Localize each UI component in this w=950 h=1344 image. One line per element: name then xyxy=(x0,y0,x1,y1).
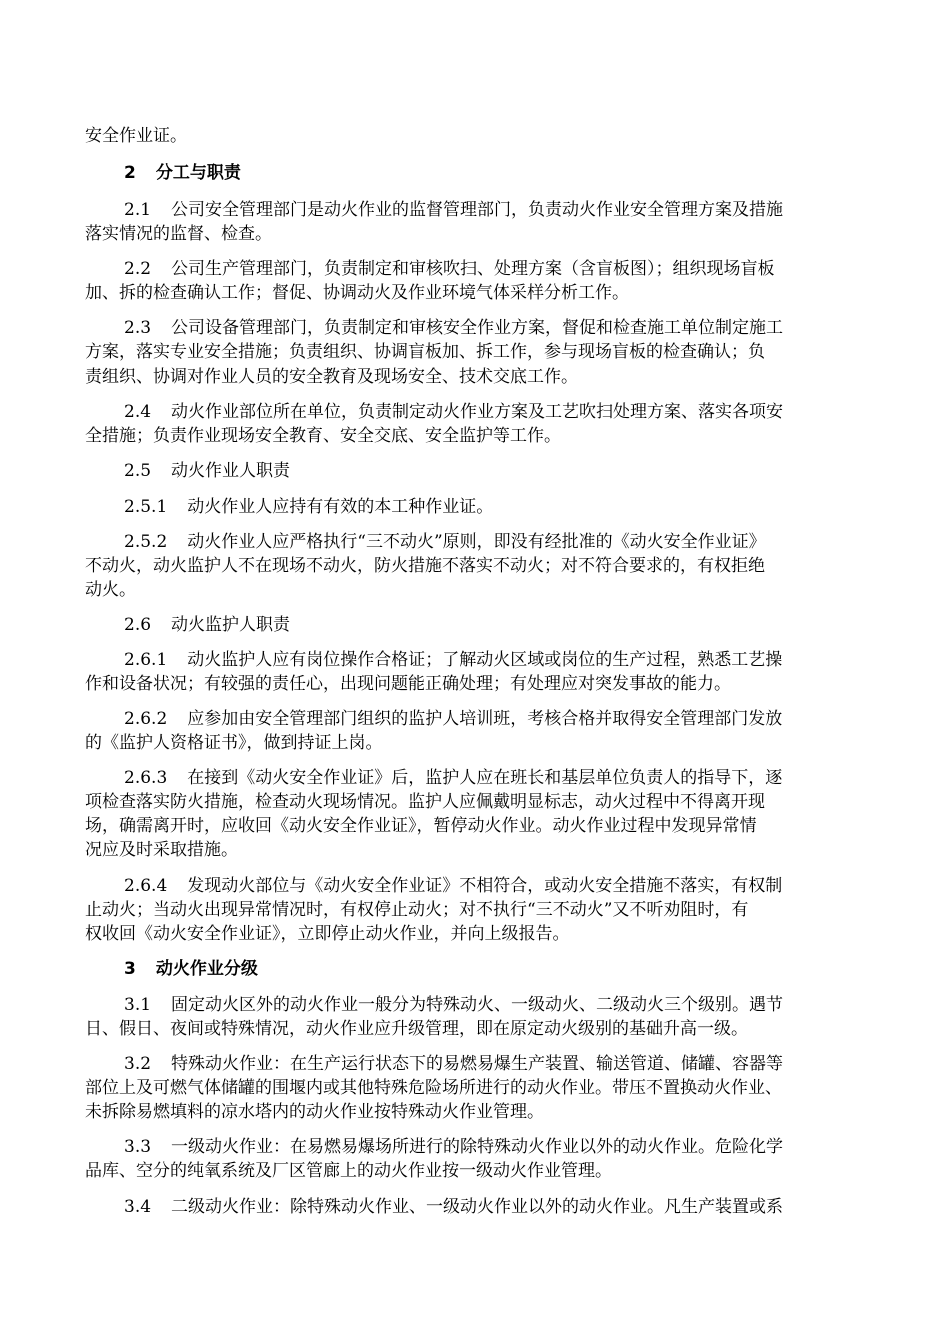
clause-text: 二级动火作业：除特殊动火作业、一级动火作业以外的动火作业。凡生产装置或系 xyxy=(171,1197,784,1217)
clause-2-2 xyxy=(124,258,775,280)
clause-2-3 xyxy=(124,317,783,339)
section-number: 2 xyxy=(124,163,136,183)
clause-2-5-2 xyxy=(124,531,766,553)
clause-3-1-line: 日、假日、夜间或特殊情况，动火作业应升级管理，即在原定动火级别的基础升高一级。 xyxy=(85,1019,748,1039)
clause-text: 动火监护人职责 xyxy=(171,615,291,635)
clause-text: 动火作业人应持有有效的本工种作业证。 xyxy=(187,497,494,517)
clause-2-5-1 xyxy=(124,496,493,518)
clause-2-6-3-line: 项检查落实防火措施，检查动火现场情况。监护人应佩戴明显标志，动火过程中不得离开现 xyxy=(85,792,765,812)
clause-2-6-4-line: 止动火；当动火出现异常情况时，有权停止动火；对不执行“三不动火”又不听劝阻时，有 xyxy=(85,900,749,920)
clause-2-5 xyxy=(124,460,290,482)
clause-text: 动火作业人应严格执行“三不动火”原则，即没有经批准的《动火安全作业证》 xyxy=(187,532,766,552)
clause-number: 3.3 xyxy=(124,1137,152,1157)
clause-number: 2.5.2 xyxy=(124,532,168,552)
clause-number: 2.5 xyxy=(124,461,152,481)
clause-text: 特殊动火作业：在生产运行状态下的易燃易爆生产装置、输送管道、储罐、容器等 xyxy=(171,1054,784,1074)
clause-2-1-line: 落实情况的监督、检查。 xyxy=(85,224,272,244)
clause-3-3 xyxy=(124,1136,783,1158)
clause-number: 3.4 xyxy=(124,1197,152,1217)
section-heading-2 xyxy=(124,162,241,184)
clause-2-4 xyxy=(124,401,783,423)
clause-text: 一级动火作业：在易燃易爆场所进行的除特殊动火作业以外的动火作业。危险化学 xyxy=(171,1137,784,1157)
clause-number: 2.5.1 xyxy=(124,497,168,517)
clause-2-2-line: 加、拆的检查确认工作；督促、协调动火及作业环境气体采样分析工作。 xyxy=(85,283,629,303)
clause-text: 动火作业人职责 xyxy=(171,461,291,481)
clause-2-4-line: 全措施；负责作业现场安全教育、安全交底、安全监护等工作。 xyxy=(85,426,561,446)
paragraph-continuation: 安全作业证。 xyxy=(85,126,187,146)
section-title: 动火作业分级 xyxy=(155,959,258,979)
clause-number: 2.6.2 xyxy=(124,709,168,729)
clause-text: 在接到《动火安全作业证》后，监护人应在班长和基层单位负责人的指导下，逐 xyxy=(187,768,783,788)
clause-2-3-line: 责组织、协调对作业人员的安全教育及现场安全、技术交底工作。 xyxy=(85,367,578,387)
clause-2-5-2-line: 不动火，动火监护人不在现场不动火，防火措施不落实不动火；对不符合要求的，有权拒绝 xyxy=(85,556,765,576)
clause-number: 2.6.4 xyxy=(124,876,168,896)
clause-3-2 xyxy=(124,1053,783,1075)
clause-3-4 xyxy=(124,1196,783,1218)
clause-2-6-3-line: 场，确需离开时，应收回《动火安全作业证》，暂停动火作业。动火作业过程中发现异常情 xyxy=(85,816,757,836)
clause-2-6 xyxy=(124,614,290,636)
clause-2-6-4 xyxy=(124,875,782,897)
clause-2-6-4-line: 权收回《动火安全作业证》，立即停止动火作业，并向上级报告。 xyxy=(85,924,570,944)
clause-number: 2.6.3 xyxy=(124,768,168,788)
clause-text: 公司生产管理部门，负责制定和审核吹扫、处理方案（含盲板图）；组织现场盲板 xyxy=(171,259,775,279)
clause-number: 2.1 xyxy=(124,200,152,220)
clause-number: 3.1 xyxy=(124,995,152,1015)
clause-3-3-line: 品库、空分的纯氧系统及厂区管廊上的动火作业按一级动火作业管理。 xyxy=(85,1161,612,1181)
clause-number: 3.2 xyxy=(124,1054,152,1074)
clause-2-6-3-line: 况应及时采取措施。 xyxy=(85,840,238,860)
clause-text: 固定动火区外的动火作业一般分为特殊动火、一级动火、二级动火三个级别。遇节 xyxy=(171,995,784,1015)
clause-number: 2.3 xyxy=(124,318,152,338)
clause-3-2-line: 部位上及可燃气体储罐的围堰内或其他特殊危险场所进行的动火作业。带压不置换动火作业、 xyxy=(85,1078,782,1098)
clause-text: 发现动火部位与《动火安全作业证》不相符合，或动火安全措施不落实，有权制 xyxy=(187,876,783,896)
clause-text: 公司安全管理部门是动火作业的监督管理部门，负责动火作业安全管理方案及措施 xyxy=(171,200,784,220)
clause-number: 2.4 xyxy=(124,402,152,422)
section-heading-3 xyxy=(124,958,258,980)
clause-3-2-line: 未拆除易燃填料的凉水塔内的动火作业按特殊动火作业管理。 xyxy=(85,1102,544,1122)
clause-text: 动火监护人应有岗位操作合格证；了解动火区域或岗位的生产过程，熟悉工艺操 xyxy=(187,650,783,670)
clause-text: 应参加由安全管理部门组织的监护人培训班，考核合格并取得安全管理部门发放 xyxy=(187,709,783,729)
clause-2-5-2-line: 动火。 xyxy=(85,580,136,600)
clause-3-1 xyxy=(124,994,783,1016)
clause-2-6-1 xyxy=(124,649,782,671)
clause-text: 动火作业部位所在单位，负责制定动火作业方案及工艺吹扫处理方案、落实各项安 xyxy=(171,402,784,422)
clause-2-3-line: 方案，落实专业安全措施；负责组织、协调盲板加、拆工作，参与现场盲板的检查确认；负 xyxy=(85,342,765,362)
clause-2-1 xyxy=(124,199,783,221)
clause-2-6-2-line: 的《监护人资格证书》，做到持证上岗。 xyxy=(85,733,383,753)
clause-text: 公司设备管理部门，负责制定和审核安全作业方案，督促和检查施工单位制定施工 xyxy=(171,318,784,338)
clause-number: 2.2 xyxy=(124,259,152,279)
section-title: 分工与职责 xyxy=(155,163,241,183)
clause-number: 2.6 xyxy=(124,615,152,635)
clause-2-6-1-line: 作和设备状况；有较强的责任心，出现问题能正确处理；有处理应对突发事故的能力。 xyxy=(85,674,731,694)
clause-2-6-3 xyxy=(124,767,782,789)
clause-number: 2.6.1 xyxy=(124,650,168,670)
clause-2-6-2 xyxy=(124,708,782,730)
section-number: 3 xyxy=(124,959,136,979)
